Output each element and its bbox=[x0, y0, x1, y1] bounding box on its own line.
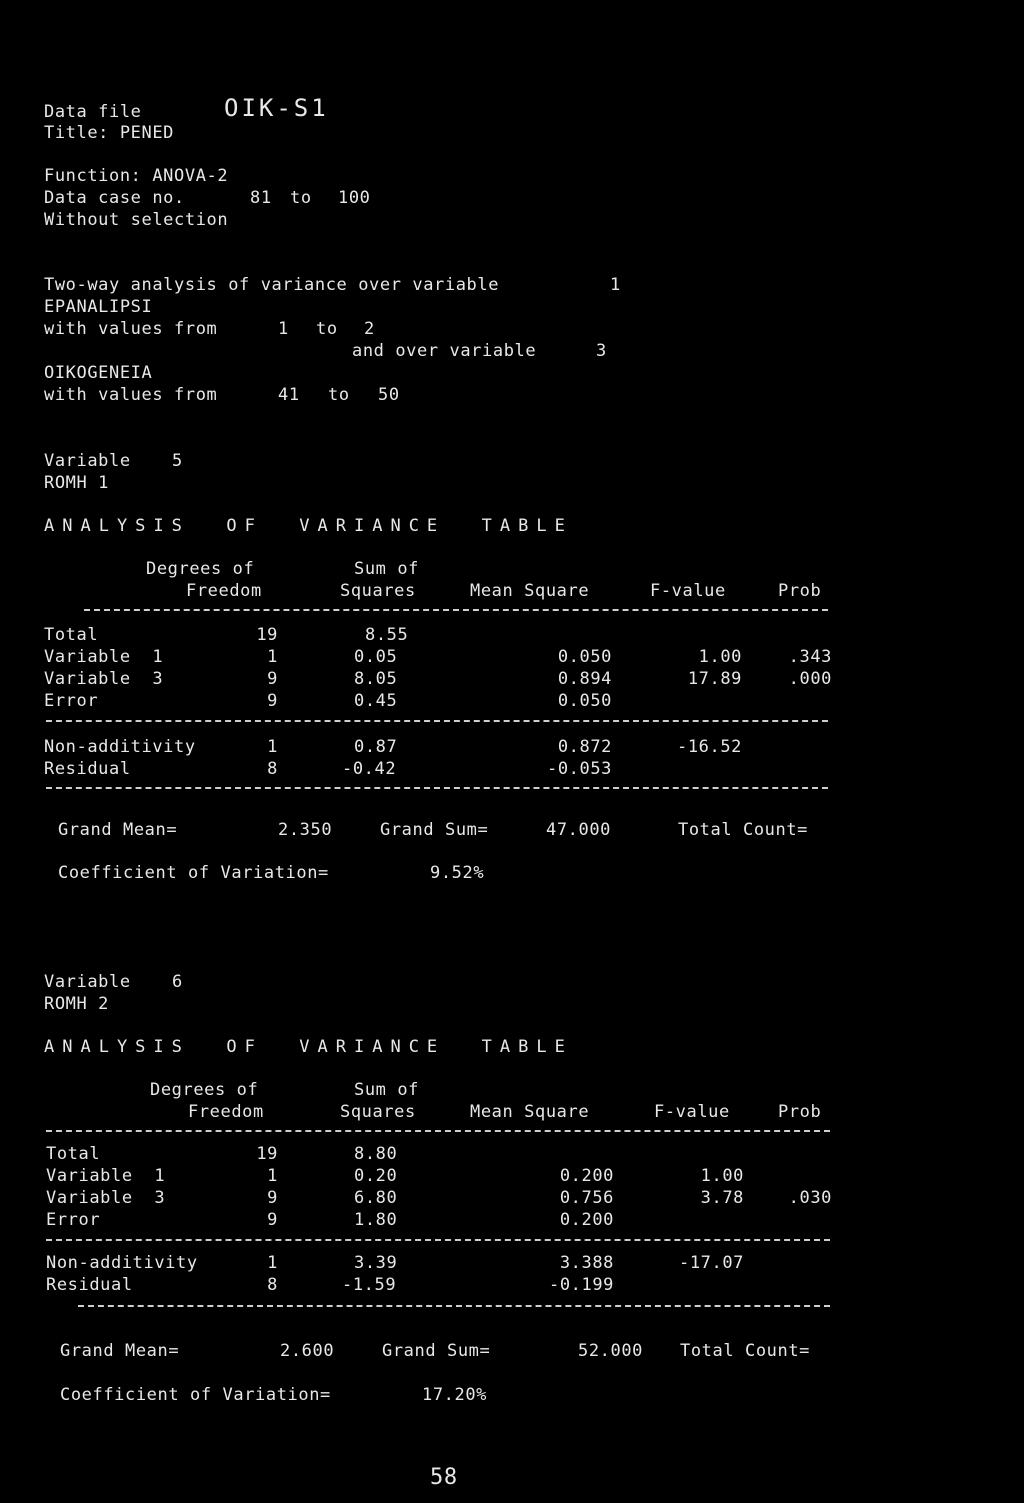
table-1-total-count-label: Total Count= bbox=[678, 820, 809, 840]
table-2-cv-label: Coefficient of Variation= bbox=[60, 1385, 331, 1405]
table-2-col-dof-1: Degrees of bbox=[150, 1080, 259, 1100]
description-line-6-to: 50 bbox=[378, 385, 400, 405]
case-label: Data case no. bbox=[44, 188, 185, 208]
variable-1-name: EPANALIPSI bbox=[44, 297, 153, 317]
variable-3-name: OIKOGENEIA bbox=[44, 363, 153, 383]
table-row: Total bbox=[44, 625, 99, 645]
table-cell-f: 17.89 bbox=[687, 669, 742, 689]
table-1-col-ms: Mean Square bbox=[470, 581, 590, 601]
table-cell-df: 1 bbox=[267, 647, 278, 667]
table-cell-ms: -0.199 bbox=[548, 1275, 614, 1295]
table-1-col-dof-2: Freedom bbox=[186, 581, 262, 601]
description-line-3-to: 2 bbox=[364, 319, 375, 339]
data-file-label: Data file bbox=[44, 102, 142, 122]
table-cell-df: 9 bbox=[267, 1210, 278, 1230]
table-cell-df: 1 bbox=[267, 1166, 278, 1186]
table-cell-df: 19 bbox=[256, 1144, 278, 1164]
table-cell-ss: 0.87 bbox=[354, 737, 398, 757]
description-line-3-to-word: to bbox=[316, 319, 338, 339]
table-cell-f: 1.00 bbox=[698, 647, 742, 667]
table-cell-df: 8 bbox=[267, 1275, 278, 1295]
table-row: Residual bbox=[44, 759, 131, 779]
table-2-cv: 17.20% bbox=[422, 1385, 488, 1405]
table-1-col-p: Prob bbox=[778, 581, 822, 601]
table-2-col-p: Prob bbox=[778, 1102, 822, 1122]
description-line-6-from: 41 bbox=[278, 385, 300, 405]
case-to: 100 bbox=[338, 188, 371, 208]
table-2-col-f: F-value bbox=[654, 1102, 730, 1122]
table-2-variable-label: Variable bbox=[44, 972, 131, 992]
table-cell-ss: 8.80 bbox=[354, 1144, 398, 1164]
table-cell-ms: 0.894 bbox=[557, 669, 612, 689]
description-line-3-from: 1 bbox=[278, 319, 289, 339]
table-row: Error bbox=[44, 691, 99, 711]
table-cell-ss: 0.20 bbox=[354, 1166, 398, 1186]
table-row: Variable 1 bbox=[44, 647, 164, 667]
table-cell-df: 8 bbox=[267, 759, 278, 779]
selection-line: Without selection bbox=[44, 210, 229, 230]
table-1-rule-middle bbox=[46, 720, 828, 722]
description-line-3: with values from bbox=[44, 319, 218, 339]
table-cell-ms: 0.200 bbox=[559, 1210, 614, 1230]
table-2-rule-middle bbox=[46, 1239, 830, 1241]
table-cell-f: 1.00 bbox=[700, 1166, 744, 1186]
table-1-cv-label: Coefficient of Variation= bbox=[58, 863, 329, 883]
description-var-1: 1 bbox=[610, 275, 621, 295]
table-cell-ms: 0.050 bbox=[557, 691, 612, 711]
table-cell-df: 9 bbox=[267, 669, 278, 689]
table-cell-p: .030 bbox=[788, 1188, 832, 1208]
table-1-rule-bottom bbox=[46, 787, 828, 789]
table-2-grand-sum-label: Grand Sum= bbox=[382, 1341, 491, 1361]
table-2-rule-top bbox=[46, 1130, 830, 1132]
function-line: Function: ANOVA-2 bbox=[44, 166, 229, 186]
table-cell-df: 9 bbox=[267, 691, 278, 711]
table-cell-ms: 0.050 bbox=[557, 647, 612, 667]
table-row: Variable 1 bbox=[46, 1166, 166, 1186]
table-1-col-ss-1: Sum of bbox=[354, 559, 420, 579]
table-cell-f: -16.52 bbox=[676, 737, 742, 757]
table-cell-ss: -0.42 bbox=[342, 759, 397, 779]
table-cell-ss: 8.55 bbox=[365, 625, 409, 645]
table-2-grand-mean-label: Grand Mean= bbox=[60, 1341, 180, 1361]
table-row: Non-additivity bbox=[46, 1253, 198, 1273]
table-2-col-ms: Mean Square bbox=[470, 1102, 590, 1122]
table-1-grand-mean-label: Grand Mean= bbox=[58, 820, 178, 840]
case-to-word: to bbox=[290, 188, 312, 208]
table-row: Variable 3 bbox=[44, 669, 164, 689]
table-cell-ss: 8.05 bbox=[354, 669, 398, 689]
table-2-col-ss-2: Squares bbox=[340, 1102, 416, 1122]
table-cell-ss: 0.05 bbox=[354, 647, 398, 667]
table-1-variable-name: ROMH 1 bbox=[44, 473, 110, 493]
table-cell-ss: 3.39 bbox=[354, 1253, 398, 1273]
table-cell-ms: 0.200 bbox=[559, 1166, 614, 1186]
data-file-value: OIK-S1 bbox=[224, 94, 329, 122]
table-1-grand-mean: 2.350 bbox=[278, 820, 333, 840]
table-cell-f: -17.07 bbox=[678, 1253, 744, 1273]
table-cell-f: 3.78 bbox=[700, 1188, 744, 1208]
table-2-heading: ANALYSIS OF VARIANCE TABLE bbox=[44, 1037, 573, 1057]
table-cell-ms: 0.872 bbox=[557, 737, 612, 757]
table-row: Error bbox=[46, 1210, 101, 1230]
table-cell-df: 1 bbox=[267, 737, 278, 757]
table-1-variable-no: 5 bbox=[172, 451, 183, 471]
description-line-6: with values from bbox=[44, 385, 218, 405]
table-cell-df: 9 bbox=[267, 1188, 278, 1208]
table-1-cv: 9.52% bbox=[430, 863, 485, 883]
report-title: Title: PENED bbox=[44, 123, 175, 143]
case-from: 81 bbox=[250, 188, 272, 208]
table-cell-ms: 3.388 bbox=[559, 1253, 614, 1273]
description-line-4: and over variable bbox=[352, 341, 537, 361]
table-1-variable-label: Variable bbox=[44, 451, 131, 471]
table-2-variable-name: ROMH 2 bbox=[44, 994, 110, 1014]
table-cell-ss: -1.59 bbox=[342, 1275, 397, 1295]
table-2-grand-mean: 2.600 bbox=[280, 1341, 335, 1361]
table-1-grand-sum-label: Grand Sum= bbox=[380, 820, 489, 840]
table-cell-p: .000 bbox=[788, 669, 832, 689]
table-2-variable-no: 6 bbox=[172, 972, 183, 992]
table-cell-ss: 0.45 bbox=[354, 691, 398, 711]
description-line-6-to-word: to bbox=[328, 385, 350, 405]
table-1-rule-top bbox=[84, 609, 828, 611]
page-number: 58 bbox=[430, 1465, 458, 1490]
table-cell-p: .343 bbox=[788, 647, 832, 667]
table-cell-ss: 6.80 bbox=[354, 1188, 398, 1208]
table-cell-df: 19 bbox=[256, 625, 278, 645]
table-cell-ms: -0.053 bbox=[546, 759, 612, 779]
table-1-heading: ANALYSIS OF VARIANCE TABLE bbox=[44, 516, 573, 536]
table-row: Residual bbox=[46, 1275, 133, 1295]
table-1-col-ss-2: Squares bbox=[340, 581, 416, 601]
table-cell-df: 1 bbox=[267, 1253, 278, 1273]
table-1-grand-sum: 47.000 bbox=[546, 820, 612, 840]
table-1-col-dof-1: Degrees of bbox=[146, 559, 255, 579]
table-row: Variable 3 bbox=[46, 1188, 166, 1208]
table-1-col-f: F-value bbox=[650, 581, 726, 601]
table-2-total-count-label: Total Count= bbox=[680, 1341, 811, 1361]
table-row: Total bbox=[46, 1144, 101, 1164]
table-2-grand-sum: 52.000 bbox=[578, 1341, 644, 1361]
description-var-3: 3 bbox=[596, 341, 607, 361]
table-cell-ss: 1.80 bbox=[354, 1210, 398, 1230]
table-2-col-dof-2: Freedom bbox=[188, 1102, 264, 1122]
description-line-1: Two-way analysis of variance over variable bbox=[44, 275, 500, 295]
table-2-col-ss-1: Sum of bbox=[354, 1080, 420, 1100]
table-cell-ms: 0.756 bbox=[559, 1188, 614, 1208]
table-2-rule-bottom bbox=[78, 1305, 830, 1307]
table-row: Non-additivity bbox=[44, 737, 196, 757]
